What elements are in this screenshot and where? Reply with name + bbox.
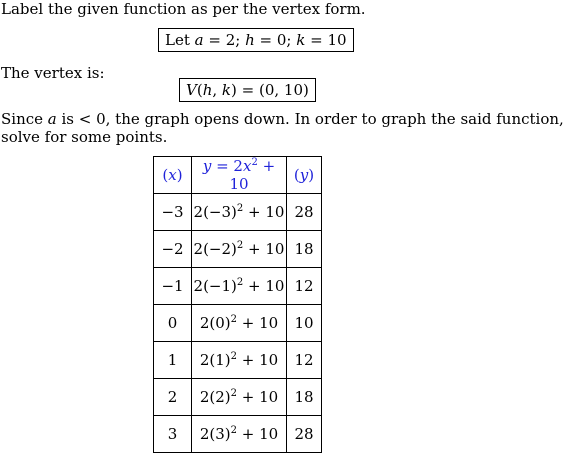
cell-y: 10	[287, 305, 322, 342]
explanation-line-2: solve for some points.	[1, 128, 168, 146]
values-table	[153, 156, 322, 453]
cell-x: 3	[154, 416, 192, 453]
cell-y: 28	[287, 416, 322, 453]
vertex-comma: ,	[212, 81, 222, 99]
a-variable: a	[194, 31, 204, 49]
vertex-value: ) = (0, 10)	[231, 81, 309, 99]
explanation-post: is < 0, the graph opens down. In order to graph the said function,	[56, 110, 564, 128]
cell-expression: $2(1)^2 + 10$	[192, 342, 287, 379]
let-word: Let	[165, 31, 190, 49]
table-row	[154, 268, 322, 305]
cell-x: −3	[154, 194, 192, 231]
table-row	[154, 342, 322, 379]
table-row	[154, 379, 322, 416]
table-header-row	[154, 157, 322, 194]
explanation-a: a	[47, 110, 57, 128]
a-value: = 2;	[203, 31, 241, 49]
cell-y: 28	[287, 194, 322, 231]
k-variable: k	[296, 31, 306, 49]
h-value: = 0;	[254, 31, 292, 49]
cell-y: 12	[287, 342, 322, 379]
table-row	[154, 416, 322, 453]
intro-text: Label the given function as per the vertex form.	[1, 0, 366, 18]
cell-x: −1	[154, 268, 192, 305]
cell-expression: $2(-2)^2 + 10$	[192, 231, 287, 268]
cell-y: 12	[287, 268, 322, 305]
header-function: $y = 2x^2 + 10$	[192, 157, 287, 194]
cell-expression: $2(2)^2 + 10$	[192, 379, 287, 416]
vertex-open-paren: (	[196, 81, 203, 99]
k-value: = 10	[305, 31, 347, 49]
cell-expression: $2(-3)^2 + 10$	[192, 194, 287, 231]
cell-expression: $2(0)^2 + 10$	[192, 305, 287, 342]
header-x: (x)	[154, 157, 192, 194]
vertex-label: The vertex is:	[1, 64, 105, 82]
explanation-line-1	[1, 110, 564, 128]
params-box	[158, 28, 354, 52]
table-row	[154, 194, 322, 231]
vertex-v: V	[186, 81, 197, 99]
cell-x: 1	[154, 342, 192, 379]
table-row	[154, 231, 322, 268]
cell-x: 0	[154, 305, 192, 342]
cell-y: 18	[287, 231, 322, 268]
cell-y: 18	[287, 379, 322, 416]
cell-expression: $2(3)^2 + 10$	[192, 416, 287, 453]
header-y: (y)	[287, 157, 322, 194]
vertex-h: h	[202, 81, 213, 99]
cell-expression: $2(-1)^2 + 10$	[192, 268, 287, 305]
table-row	[154, 305, 322, 342]
vertex-box	[179, 78, 316, 102]
cell-x: 2	[154, 379, 192, 416]
cell-x: −2	[154, 231, 192, 268]
vertex-k: k	[221, 81, 232, 99]
explanation-pre: Since	[1, 110, 48, 128]
h-variable: h	[245, 31, 255, 49]
